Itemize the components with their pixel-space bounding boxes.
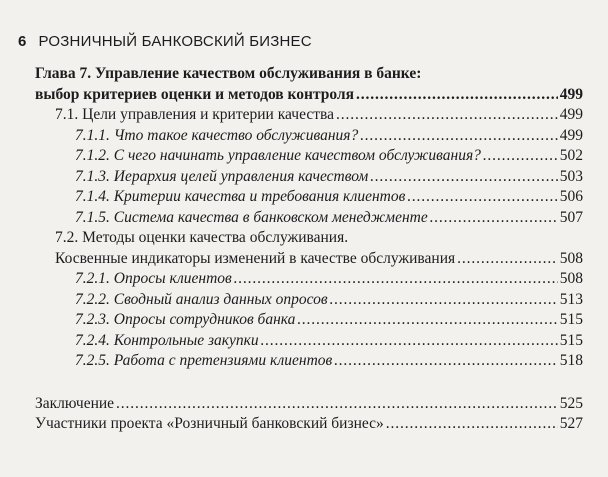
page-ref: 502 [559,147,583,164]
leader-dots [360,126,558,147]
leader-dots [334,351,558,372]
toc-entry-7-2-4[interactable] [35,331,583,352]
toc-entry-7-1-1[interactable] [35,126,583,147]
subsection-title: 7.2.2. Сводный анализ данных опросов [75,290,328,308]
page-number: 6 [18,33,27,50]
toc-entry-chapter-7[interactable] [35,85,583,106]
subsection-title: 7.1.1. Что такое качество обслуживания? [75,126,359,144]
subsection-title: 7.1.5. Система качества в банковском менеджменте [75,208,428,226]
leader-dots [261,331,558,352]
section-7-2-title-line1: 7.2. Методы оценки качества обслуживания. [55,229,349,246]
running-title: РОЗНИЧНЫЙ БАНКОВСКИЙ БИЗНЕС [38,33,312,50]
subsection-title: 7.1.3. Иерархия целей управления качеством [75,167,369,185]
leader-dots [297,310,557,331]
page-ref: 508 [559,270,583,287]
leader-dots [330,290,558,311]
page-ref: 499 [559,106,583,123]
toc-entry-7-2-5[interactable] [35,351,583,372]
subsection-title: 7.1.2. С чего начинать управление качеством обслуживания? [75,147,481,164]
leader-dots [336,105,558,126]
toc-entry-7-1-5[interactable] [35,208,583,229]
page-ref: 525 [559,394,583,412]
toc-entry-7-1[interactable] [35,105,583,126]
leader-dots [234,269,558,290]
toc-entry-7-2-3[interactable] [35,310,583,331]
toc-entry-7-1-4[interactable] [35,187,583,208]
chapter-title-line1: Глава 7. Управление качеством обслуживания в банке: [35,65,422,82]
leader-dots [356,85,558,106]
table-of-contents [35,64,583,435]
toc-entry-conclusion[interactable] [35,394,583,415]
leader-dots [457,249,558,270]
conclusion-title: Заключение [35,394,115,412]
leader-dots [370,167,557,188]
subsection-title: 7.2.4. Контрольные закупки [75,331,259,349]
section-title: 7.1. Цели управления и критерии качества [55,106,334,123]
leader-dots [430,208,558,229]
leader-dots [386,414,558,435]
subsection-title: 7.2.1. Опросы клиентов [75,270,232,287]
page-ref: 527 [559,415,583,432]
toc-entry-7-2-2[interactable] [35,290,583,311]
leader-dots [407,187,557,208]
section-title-line2: Косвенные индикаторы изменений в качестве обслуживания [55,249,456,267]
page-ref: 507 [559,208,583,226]
page-ref: 515 [559,311,583,328]
page-ref: 508 [559,249,583,267]
toc-entry-participants[interactable] [35,414,583,435]
subsection-title: 7.2.3. Опросы сотрудников банка [75,311,296,328]
running-head [18,33,312,50]
participants-title: Участники проекта «Розничный банковский бизнес» [35,415,384,432]
toc-entry-7-2[interactable] [35,249,583,270]
toc-entry-7-1-2[interactable] [35,146,583,167]
leader-dots [483,146,558,167]
page-ref: 506 [559,188,583,205]
toc-entry-7-2-1[interactable] [35,269,583,290]
toc-entry-7-1-3[interactable] [35,167,583,188]
page-ref: 499 [559,126,583,144]
page-ref: 503 [559,167,583,185]
chapter-title-line2: выбор критериев оценки и методов контроля [35,85,355,103]
page-ref: 499 [559,85,583,103]
page-ref: 518 [559,352,583,369]
subsection-title: 7.1.4. Критерии качества и требования клиентов [75,188,406,205]
leader-dots [116,394,558,415]
page-ref: 513 [559,290,583,308]
subsection-title: 7.2.5. Работа с претензиями клиентов [75,352,333,369]
page-ref: 515 [559,331,583,349]
